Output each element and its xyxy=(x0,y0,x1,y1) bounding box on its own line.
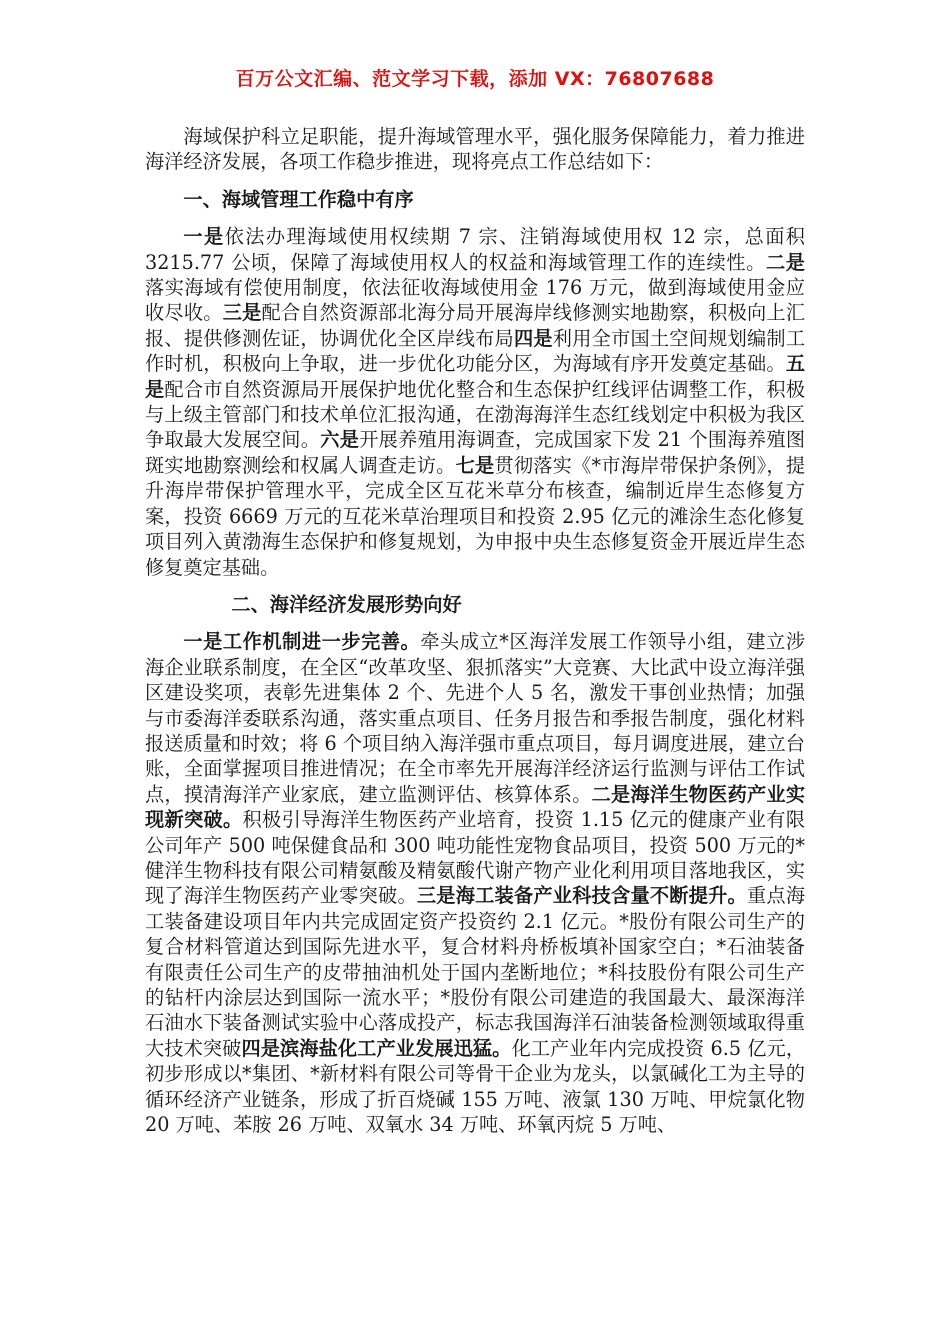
document-body xyxy=(145,124,805,1137)
s2-point-4-text: 化工产业年内完成投资 6.5 亿元，初步形成以*集团、*新材料有限公司等骨干企业为龙头，以氯碱化工为主导的循环经济产业链条，形成了折百烧碱 155 万吨、液氯 130 万吨、甲烷氯化物 20 万吨、苯胺 26 万吨、双氧水 34 万吨、环氧丙烷 5 万吨、 xyxy=(145,1036,806,1137)
section-2-heading: 二、海洋经济发展形势向好 xyxy=(231,592,462,616)
point-6-label: 六是 xyxy=(320,428,360,452)
intro-paragraph: 海域保护科立足职能，提升海域管理水平，强化服务保障能力，着力推进海洋经济发展，各项工作稳步推进，现将亮点工作总结如下： xyxy=(145,125,805,174)
point-2-text: 落实海域有偿使用制度，依法征收海域使用金 176 万元，做到海域使用金应收尽收。 xyxy=(145,276,805,325)
point-3-label: 三是 xyxy=(222,301,262,325)
point-1-text: 依法办理海域使用权续期 7 宗、注销海域使用权 12 宗，总面积 3215.77 公顷，保障了海域使用权人的权益和海域管理工作的连续性。 xyxy=(145,225,805,274)
point-4-text: 利用全市国土空间规划编制工作时机，积极向上争取，进一步优化功能分区，为海域有序开发奠定基础。 xyxy=(145,326,806,376)
point-5-label: 五是 xyxy=(145,352,805,401)
s2-point-1-text: 牵头成立*区海洋发展工作领导小组，建立涉海企业联系制度，在全区“改革攻坚、狠抓落实”大竞赛、大比武中设立海洋强区建设奖项，表彰先进集体 2 个、先进个人 5 名，激发干事创业热情；加强与市委海洋委联系沟通，落实重点项目、任务月报告和季报告制度，强化材料报送质量和时效；将 6 个项目纳入海洋强市重点项目，每月调度进展，建立台账，全面掌握项目推进情况；在全市率先开展海洋经济运行监测与评估工作试点，摸清海洋产业家底，建立监测评估、核算体系。 xyxy=(145,630,806,806)
point-7-label: 七是 xyxy=(455,453,495,477)
s2-point-2-text: 积极引导海洋生物医药产业培育，投资 1.15 亿元的健康产业有限公司年产 500 吨保健食品和 300 吨功能性宠物食品项目，投资 500 万元的*健洋生物科技有限公司精氨酸及精氨酸代谢产物产业化利用项目落地我区，实现了海洋生物医药产业零突破。 xyxy=(145,808,806,908)
section-1-heading: 一、海域管理工作稳中有序 xyxy=(183,187,414,211)
s2-point-4-label: 四是滨海盐化工产业发展迅猛。 xyxy=(241,1036,512,1060)
point-6-text: 开展养殖用海调查，完成国家下发 21 个围海养殖图斑实地勘察测绘和权属人调查走访。 xyxy=(145,428,806,477)
point-3-text: 配合自然资源部北海分局开展海岸线修测实地勘察，积极向上汇报、提供修测佐证，协调优化全区岸线布局 xyxy=(145,301,806,350)
s2-point-3-label: 三是海工装备产业科技含量不断提升。 xyxy=(416,884,747,908)
s2-point-3-text: 重点海工装备建设项目年内共完成固定资产投资约 2.1 亿元。*股份有限公司生产的复合材料管道达到国际先进水平，复合材料舟桥板填补国家空白；*石油装备有限责任公司生产的皮带抽油机处于国内垄断地位；*科技股份有限公司生产的钻杆内涂层达到国际一流水平；*股份有限公司建造的我国最大、最深海洋石油水下装备测试实验中心落成投产，标志我国海洋石油装备检测领域取得重大技术突破 xyxy=(145,884,806,1060)
point-1-label: 一是 xyxy=(183,225,225,249)
point-7-text: 贯彻落实《*市海岸带保护条例》，提升海岸带保护管理水平，完成全区互花米草分布核查，编制近岸生态修复方案，投资 6669 万元的互花米草治理项目和投资 2.95 亿元的滩涂生态化修复项目列入黄渤海生态保护和修复规划，为申报中央生态修复资金开展近岸生态修复奠定基础。 xyxy=(145,453,806,579)
section-2-paragraph xyxy=(145,629,805,1137)
section-1-paragraph xyxy=(145,224,805,580)
watermark-header: 百万公文汇编、范文学习下载，添加 VX：76807688 xyxy=(235,68,715,90)
s2-point-1-label: 一是工作机制进一步完善。 xyxy=(183,630,421,654)
point-4-label: 四是 xyxy=(513,326,553,350)
point-5-text: 配合市自然资源局开展保护地优化整合和生态保护红线评估调整工作，积极与上级主管部门和技术单位汇报沟通，在渤海海洋生态红线划定中积极为我区争取最大发展空间。 xyxy=(145,377,806,452)
s2-point-2-label: 二是海洋生物医药产业实现新突破。 xyxy=(145,782,806,832)
point-2-label: 二是 xyxy=(766,250,805,274)
